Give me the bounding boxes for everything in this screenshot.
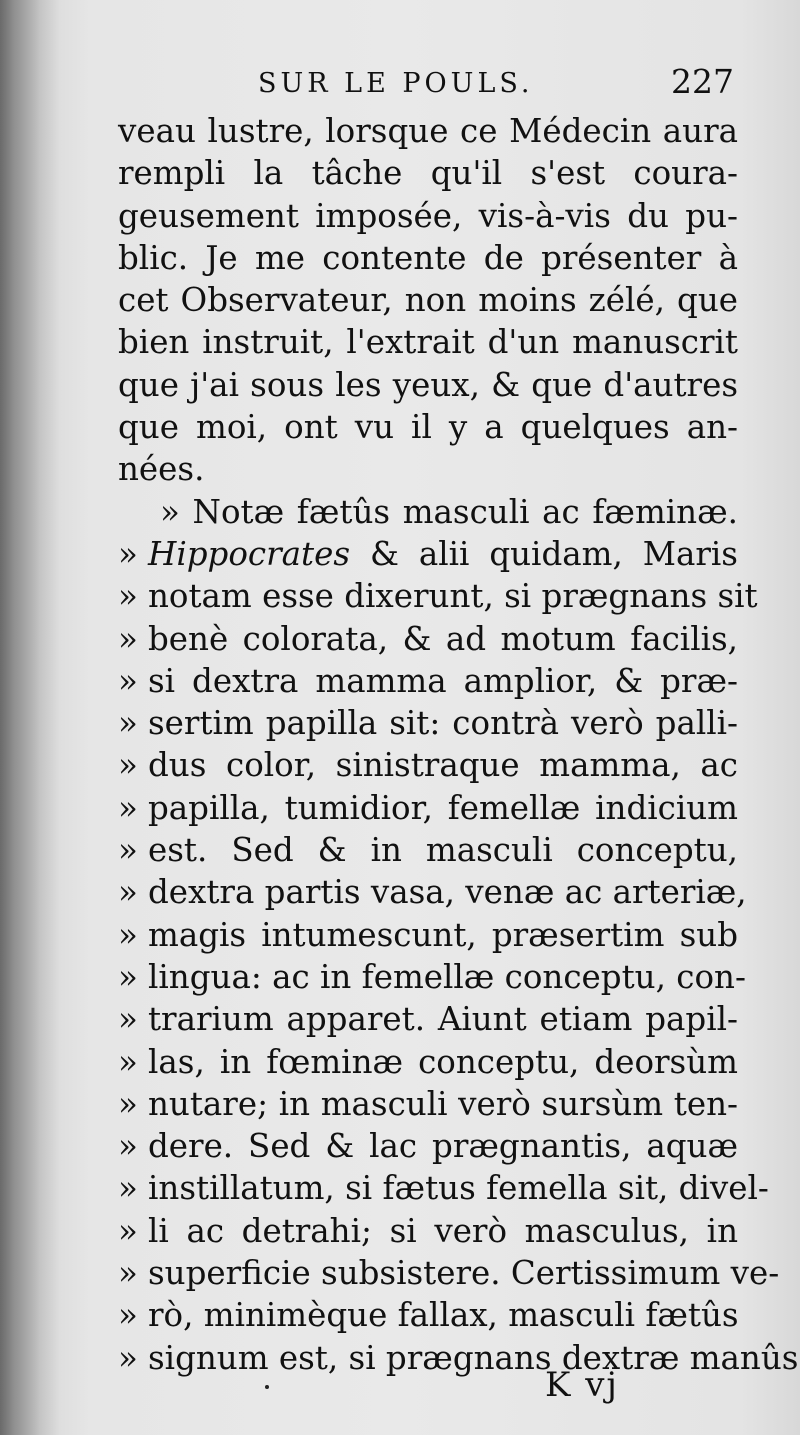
quote-mark: »	[118, 1084, 138, 1123]
gutter-shadow	[0, 0, 60, 1435]
text-line	[118, 195, 738, 237]
italic-name: Hippocrates	[148, 534, 350, 573]
line-text: & alii quidam, Maris	[350, 534, 738, 573]
text-line	[118, 279, 738, 321]
text-line	[118, 1294, 738, 1336]
line-text: benè colorata, & ad motum facilis,	[148, 619, 738, 658]
line-text: bien instruit, l'extrait d'un manuscrit	[118, 323, 738, 362]
line-text: dere. Sed & lac prægnantis, aquæ	[148, 1127, 738, 1166]
text-line	[118, 744, 738, 786]
line-text: li ac detrahi; si verò masculus, in	[148, 1211, 738, 1250]
line-text: que moi, ont vu il y a quelques an-	[118, 408, 738, 447]
text-line	[118, 998, 738, 1040]
line-text: blic. Je me contente de présenter à	[118, 238, 738, 277]
text-line	[118, 787, 738, 829]
line-text: signum est, si prægnans dextræ manûs	[148, 1338, 799, 1377]
line-text: instillatum, si fætus femella sit, divel-	[148, 1169, 769, 1208]
text-line	[118, 575, 758, 617]
line-text: que j'ai sous les yeux, & que d'autres	[118, 365, 738, 404]
quote-mark: »	[118, 1338, 138, 1377]
text-line	[118, 1083, 738, 1125]
quote-mark: »	[118, 1127, 138, 1166]
line-text: notam esse dixerunt, si prægnans sit	[148, 577, 758, 616]
quote-mark: »	[118, 873, 138, 912]
quote-mark: »	[118, 661, 138, 700]
text-line	[118, 1252, 780, 1294]
quote-mark: »	[118, 619, 138, 658]
text-line	[118, 321, 738, 363]
line-text: papilla, tumidior, femellæ indicium	[148, 788, 738, 827]
line-text: rò, minimèque fallax, masculi fætûs	[148, 1296, 739, 1335]
page-header	[118, 62, 740, 110]
body-text	[118, 110, 799, 1379]
text-line	[118, 491, 738, 533]
page-number: 227	[671, 62, 734, 101]
text-line	[118, 829, 738, 871]
text-line	[118, 110, 738, 152]
text-line	[118, 406, 738, 448]
quote-mark: »	[118, 1211, 138, 1250]
ink-dot	[265, 1385, 269, 1389]
line-text: las, in fœminæ conceptu, deorsùm	[148, 1042, 738, 1081]
quote-mark: »	[118, 704, 138, 743]
line-text: sertim papilla sit: contrà verò palli-	[148, 704, 738, 743]
quote-mark: »	[118, 1042, 138, 1081]
text-line	[118, 448, 738, 490]
text-line	[118, 1337, 799, 1379]
signature-mark: K vj	[545, 1365, 619, 1405]
quote-mark: »	[118, 1169, 138, 1208]
text-line	[118, 364, 738, 406]
quote-mark: »	[118, 1296, 138, 1335]
line-text: cet Observateur, non moins zélé, que	[118, 281, 738, 320]
text-line	[118, 914, 738, 956]
text-line	[118, 1167, 769, 1209]
quote-mark: »	[118, 577, 138, 616]
line-text: superficie subsistere. Certissimum ve-	[148, 1254, 780, 1293]
line-text: est. Sed & in masculi conceptu,	[148, 831, 738, 870]
text-line	[118, 1041, 738, 1083]
text-line	[118, 660, 738, 702]
quote-mark: »	[118, 957, 138, 996]
text-line	[118, 237, 738, 279]
text-line	[118, 533, 738, 575]
running-title: SUR LE POULS.	[258, 68, 534, 99]
line-text: rempli la tâche qu'il s'est coura-	[118, 154, 738, 193]
text-line	[118, 1125, 738, 1167]
text-line	[118, 618, 738, 660]
quote-mark: »	[118, 1000, 138, 1039]
text-line	[118, 956, 746, 998]
quote-mark: »	[118, 831, 138, 870]
line-text: lingua: ac in femellæ conceptu, con-	[148, 957, 746, 996]
line-text: magis intumescunt, præsertim sub	[148, 915, 738, 954]
text-line	[118, 152, 738, 194]
line-text: dextra partis vasa, venæ ac arteriæ,	[148, 873, 747, 912]
quote-mark: »	[118, 746, 138, 785]
quote-mark: »	[118, 915, 138, 954]
quote-mark: »	[118, 788, 138, 827]
line-text: dus color, sinistraque mamma, ac	[148, 746, 738, 785]
quote-mark: »	[118, 1254, 138, 1293]
line-text: » Notæ fætûs masculi ac fæminæ.	[160, 492, 738, 531]
quote-mark: »	[118, 534, 138, 573]
line-text: nées.	[118, 450, 205, 489]
text-line	[118, 871, 747, 913]
text-line	[118, 1210, 738, 1252]
text-line	[118, 702, 738, 744]
line-text: si dextra mamma amplior, & præ-	[148, 661, 738, 700]
line-text: nutare; in masculi verò sursùm ten-	[148, 1084, 738, 1123]
line-text: veau lustre, lorsque ce Médecin aura	[118, 112, 738, 150]
line-text: geusement imposée, vis-à-vis du pu-	[118, 196, 738, 235]
line-text: trarium apparet. Aiunt etiam papil-	[148, 1000, 738, 1039]
